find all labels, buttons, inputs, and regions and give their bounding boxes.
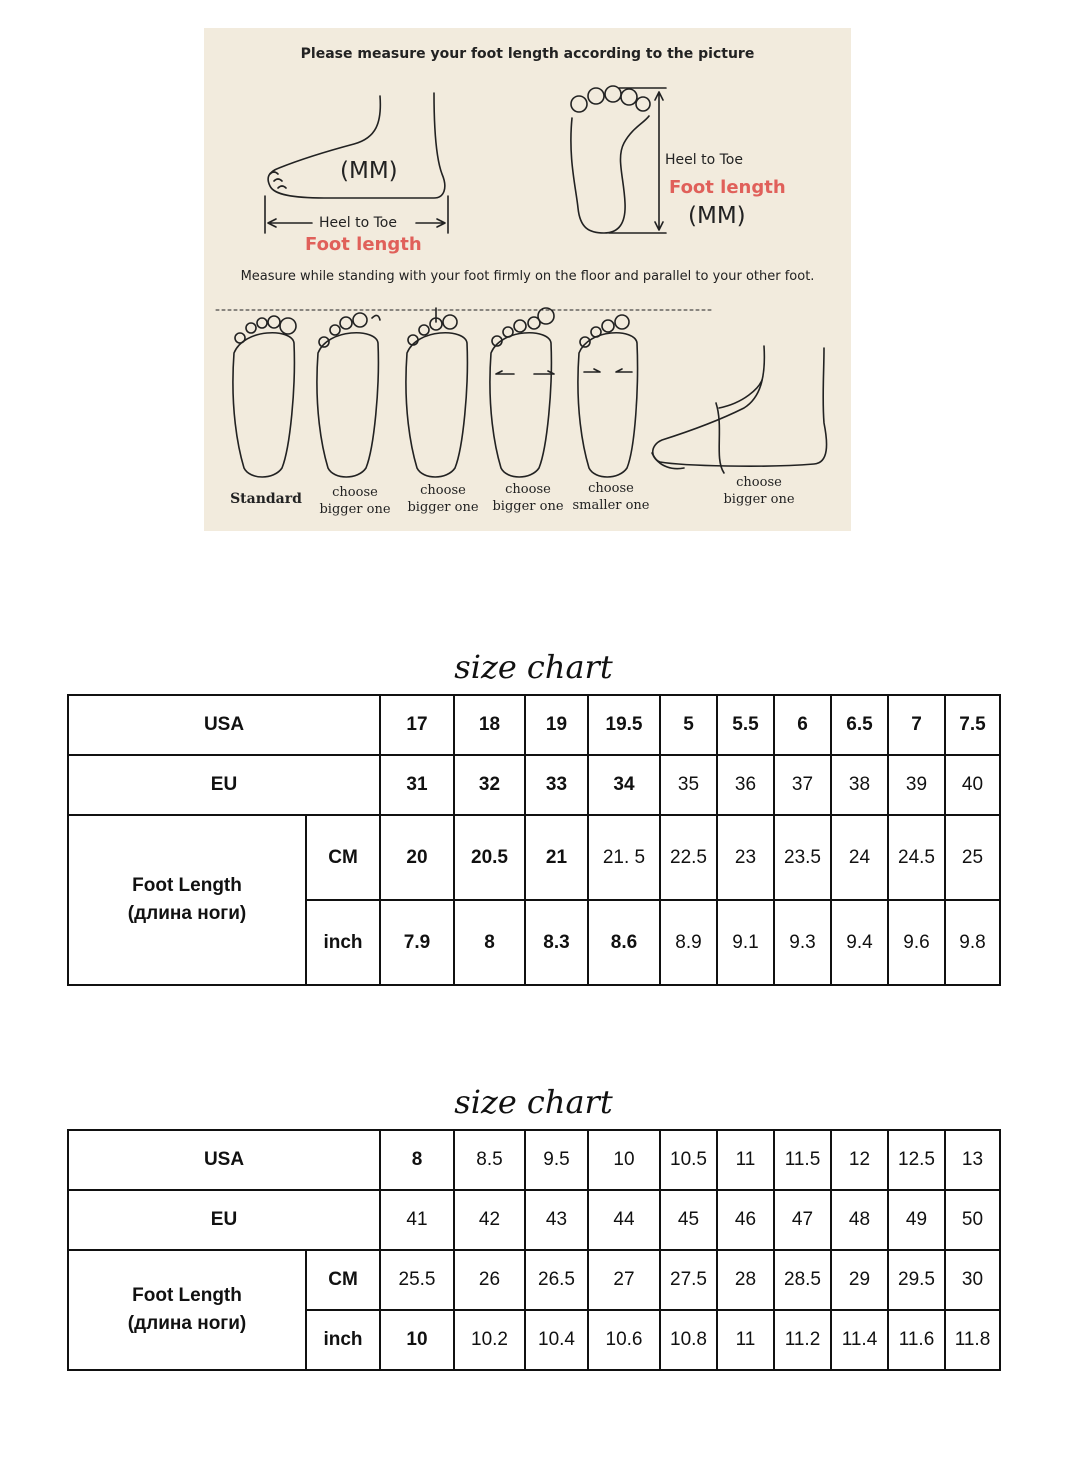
foot-measure-guide (204, 28, 851, 531)
inch-value: 11.8 (945, 1310, 1000, 1370)
eu-size: 45 (660, 1190, 717, 1250)
eu-size: 34 (588, 755, 660, 815)
cm-value: 20.5 (454, 815, 525, 900)
eu-size: 31 (380, 755, 454, 815)
inch-value: 10.8 (660, 1310, 717, 1370)
inch-value: 11.6 (888, 1310, 945, 1370)
cm-label: CM (306, 815, 380, 900)
usa-size: 5 (660, 695, 717, 755)
inch-value: 9.3 (774, 900, 831, 985)
side-unit-label: (MM) (340, 158, 398, 184)
usa-size: 13 (945, 1130, 1000, 1190)
foot-outline-1 (233, 316, 296, 477)
usa-size: 11.5 (774, 1130, 831, 1190)
cm-value: 22.5 (660, 815, 717, 900)
foot-outline-5 (578, 315, 638, 477)
eu-size: 33 (525, 755, 588, 815)
cm-value: 21. 5 (588, 815, 660, 900)
eu-size: 36 (717, 755, 774, 815)
cm-value: 25 (945, 815, 1000, 900)
eu-size: 32 (454, 755, 525, 815)
size-chart-table-1 (67, 694, 1001, 986)
size-chart-title-1: size chart (454, 648, 613, 686)
eu-size: 41 (380, 1190, 454, 1250)
caption-bigger-4: choose bigger one (723, 475, 795, 507)
eu-size: 40 (945, 755, 1000, 815)
usa-size: 7 (888, 695, 945, 755)
sole-heel-to-toe-label: Heel to Toe (665, 152, 743, 168)
caption-standard: Standard (230, 491, 302, 507)
guide-title: Please measure your foot length according to the picture (300, 46, 755, 62)
sole-foot-length-label: Foot length (669, 177, 786, 198)
cm-value: 27 (588, 1250, 660, 1310)
eu-size: 50 (945, 1190, 1000, 1250)
usa-size: 12.5 (888, 1130, 945, 1190)
foot-outline-3 (406, 308, 467, 477)
cm-value: 23 (717, 815, 774, 900)
inch-value: 10.2 (454, 1310, 525, 1370)
usa-size: 7.5 (945, 695, 1000, 755)
usa-label: USA (68, 695, 380, 755)
eu-row (68, 1190, 1000, 1250)
size-chart-title-2: size chart (454, 1083, 613, 1121)
inch-value: 11 (717, 1310, 774, 1370)
inch-label: inch (306, 900, 380, 985)
cm-value: 28 (717, 1250, 774, 1310)
foot-outline-2 (317, 313, 380, 477)
cm-value: 26.5 (525, 1250, 588, 1310)
inch-value: 10.6 (588, 1310, 660, 1370)
side-heel-to-toe-label: Heel to Toe (319, 215, 397, 231)
sole-unit-label: (MM) (688, 203, 746, 229)
eu-size: 48 (831, 1190, 888, 1250)
inch-value: 9.8 (945, 900, 1000, 985)
eu-size: 37 (774, 755, 831, 815)
size-chart-table-2 (67, 1129, 1001, 1371)
usa-size: 6.5 (831, 695, 888, 755)
cm-row (68, 1250, 1000, 1310)
inch-value: 10 (380, 1310, 454, 1370)
usa-row (68, 1130, 1000, 1190)
cm-value: 23.5 (774, 815, 831, 900)
usa-size: 9.5 (525, 1130, 588, 1190)
side-foot-length-label: Foot length (305, 234, 422, 255)
eu-size: 43 (525, 1190, 588, 1250)
eu-label: EU (68, 755, 380, 815)
inch-value: 7.9 (380, 900, 454, 985)
inch-value: 8.9 (660, 900, 717, 985)
usa-size: 10 (588, 1130, 660, 1190)
foot-outline-6 (652, 346, 827, 473)
foot-length-label: Foot Length (длина ноги) (68, 815, 306, 985)
eu-size: 38 (831, 755, 888, 815)
eu-size: 49 (888, 1190, 945, 1250)
usa-size: 12 (831, 1130, 888, 1190)
inch-value: 9.1 (717, 900, 774, 985)
caption-bigger-1: choose bigger one (319, 485, 391, 517)
cm-value: 25.5 (380, 1250, 454, 1310)
cm-value: 20 (380, 815, 454, 900)
usa-size: 17 (380, 695, 454, 755)
inch-value: 8 (454, 900, 525, 985)
usa-size: 5.5 (717, 695, 774, 755)
cm-value: 27.5 (660, 1250, 717, 1310)
inch-value: 11.2 (774, 1310, 831, 1370)
cm-label: CM (306, 1250, 380, 1310)
cm-value: 26 (454, 1250, 525, 1310)
caption-bigger-3: choose bigger one (492, 482, 564, 514)
eu-size: 42 (454, 1190, 525, 1250)
usa-row (68, 695, 1000, 755)
inch-label: inch (306, 1310, 380, 1370)
usa-size: 19.5 (588, 695, 660, 755)
usa-label: USA (68, 1130, 380, 1190)
foot-outline-4 (490, 308, 554, 477)
inch-value: 8.6 (588, 900, 660, 985)
eu-label: EU (68, 1190, 380, 1250)
caption-bigger-2: choose bigger one (407, 483, 479, 515)
cm-value: 21 (525, 815, 588, 900)
caption-smaller: choose smaller one (572, 481, 650, 513)
sole-foot-drawing (571, 86, 666, 233)
usa-size: 11 (717, 1130, 774, 1190)
cm-value: 28.5 (774, 1250, 831, 1310)
inch-value: 9.6 (888, 900, 945, 985)
inch-value: 8.3 (525, 900, 588, 985)
eu-size: 46 (717, 1190, 774, 1250)
eu-size: 47 (774, 1190, 831, 1250)
cm-row (68, 815, 1000, 900)
cm-value: 29.5 (888, 1250, 945, 1310)
usa-size: 19 (525, 695, 588, 755)
inch-value: 11.4 (831, 1310, 888, 1370)
usa-size: 18 (454, 695, 525, 755)
usa-size: 8.5 (454, 1130, 525, 1190)
eu-size: 35 (660, 755, 717, 815)
eu-size: 39 (888, 755, 945, 815)
cm-value: 24.5 (888, 815, 945, 900)
eu-row (68, 755, 1000, 815)
foot-length-label: Foot Length (длина ноги) (68, 1250, 306, 1370)
cm-value: 30 (945, 1250, 1000, 1310)
guide-instruction: Measure while standing with your foot firmly on the floor and parallel to your other foot. (240, 269, 815, 284)
usa-size: 6 (774, 695, 831, 755)
cm-value: 24 (831, 815, 888, 900)
usa-size: 10.5 (660, 1130, 717, 1190)
cm-value: 29 (831, 1250, 888, 1310)
eu-size: 44 (588, 1190, 660, 1250)
inch-value: 10.4 (525, 1310, 588, 1370)
inch-value: 9.4 (831, 900, 888, 985)
usa-size: 8 (380, 1130, 454, 1190)
